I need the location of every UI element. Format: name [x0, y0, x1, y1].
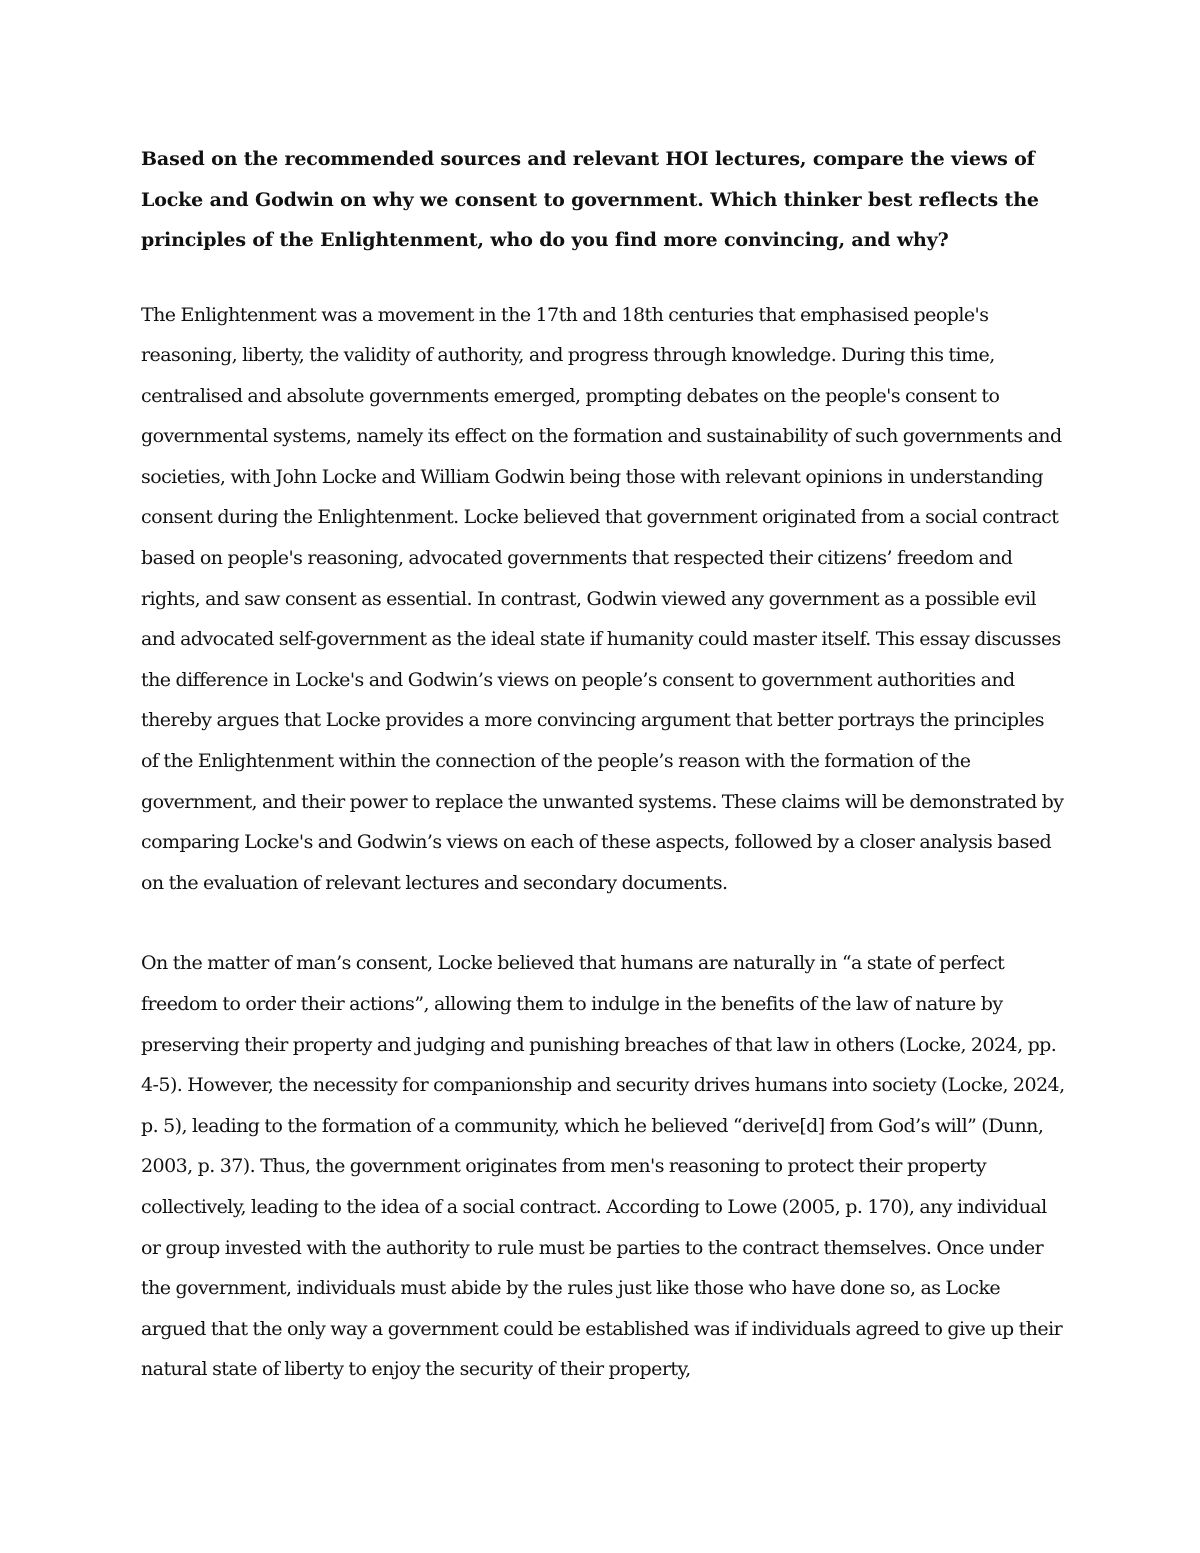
introduction-paragraph: The Enlightenment was a movement in the 17th and 18th centuries that emphasised people's reasoning, liberty, the validity of authority, and progress through knowledge. During this time, centralised and absolute governments emerged, prompting debates on the people's consent to governmental systems, namely its effect on the formation and sustainability of such governments and societies, with John Locke and William Godwin being those with relevant opinions in understanding consent during the Enlightenment. Locke believed that government originated from a social contract based on people's reasoning, advocated governments that respected their citizens’ freedom and rights, and saw consent as essential. In contrast, Godwin viewed any government as a possible evil and advocated self-government as the ideal state if humanity could master itself. This essay discusses the difference in Locke's and Godwin’s views on people’s consent to government authorities and thereby argues that Locke provides a more convincing argument that better portrays the principles of the Enlightenment within the connection of the people’s reason with the formation of the government, and their power to replace the unwanted systems. These claims will be demonstrated by comparing Locke's and Godwin’s views on each of these aspects, followed by a closer analysis based on the evaluation of relevant lectures and secondary documents. [141, 303, 1064, 894]
essay-question-heading: Based on the recommended sources and relevant HOI lectures, compare the views of Locke and Godwin on why we consent to government. Which thinker best reflects the principles of the Enlightenment, who do you find more convincing, and why? [141, 148, 1039, 251]
document-body [141, 139, 1066, 1390]
body-paragraph: On the matter of man’s consent, Locke believed that humans are naturally in “a state of perfect freedom to order their actions”, allowing them to indulge in the benefits of the law of nature by preserving their property and judging and punishing breaches of that law in others (Locke, 2024, pp. 4-5). However, the necessity for companionship and security drives humans into society (Locke, 2024, p. 5), leading to the formation of a community, which he believed “derive[d] from God’s will” (Dunn, 2003, p. 37). Thus, the government originates from men's reasoning to protect their property collectively, leading to the idea of a social contract. According to Lowe (2005, p. 170), any individual or group invested with the authority to rule must be parties to the contract themselves. Once under the government, individuals must abide by the rules just like those who have done so, as Locke argued that the only way a government could be established was if individuals agreed to give up their natural state of liberty to enjoy the security of their property, [141, 952, 1065, 1381]
